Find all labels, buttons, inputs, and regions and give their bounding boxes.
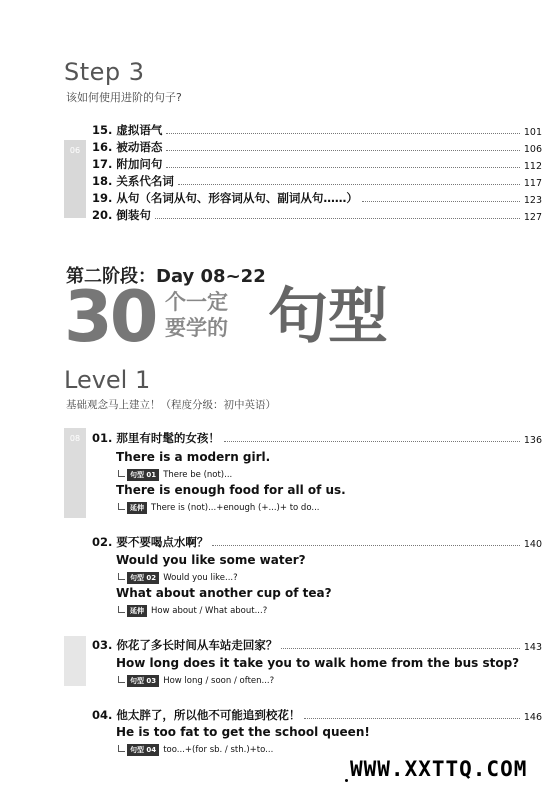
toc-page: 106 — [523, 144, 542, 155]
example-sentence: How long does it take you to walk home from the bus stop? — [116, 656, 520, 670]
toc-leader — [166, 167, 519, 168]
extension-badge: 延伸 — [127, 605, 147, 617]
big-number: 30 — [64, 276, 156, 358]
item-leader — [281, 648, 519, 649]
pattern-text: There be (not)... — [163, 470, 233, 480]
pattern-badge: 句型 02 — [127, 572, 159, 584]
toc-row[interactable] — [92, 205, 542, 223]
toc-label: 19. 从句（名词从句、形容词从句、副词从句……） — [92, 191, 358, 205]
pattern-line — [118, 572, 238, 584]
hook-icon — [118, 470, 125, 477]
item-page: 136 — [523, 435, 542, 446]
item-heading[interactable] — [92, 534, 542, 550]
example-sentence: There is enough food for all of us. — [116, 483, 346, 497]
pattern-line — [118, 502, 319, 514]
item-heading[interactable] — [92, 430, 542, 446]
pattern-line — [118, 605, 267, 617]
watermark: WWW.XXTTQ.COM — [350, 757, 528, 781]
pattern-text: too...+(for sb. / sth.)+to... — [163, 745, 274, 755]
hook-icon — [118, 745, 125, 752]
level-subtitle: 基础观念马上建立！（程度分级：初中英语） — [66, 399, 276, 411]
big-small-line1: 个一定 — [165, 290, 228, 314]
toc-page: 127 — [523, 212, 542, 223]
toc-page: 123 — [523, 195, 542, 206]
toc-leader — [166, 150, 519, 151]
example-sentence: Would you like some water? — [116, 553, 306, 567]
toc-row[interactable] — [92, 137, 542, 155]
toc-page: 117 — [523, 178, 542, 189]
item-page: 140 — [523, 539, 542, 550]
toc-row[interactable] — [92, 171, 542, 189]
toc-leader — [166, 133, 519, 134]
toc-page: 112 — [523, 161, 542, 172]
big-word: 句型 — [268, 282, 388, 352]
item-leader — [212, 545, 519, 546]
toc-leader — [155, 218, 520, 219]
step-subtitle: 该如何使用进阶的句子? — [66, 91, 182, 104]
pattern-text: How long / soon / often...? — [163, 676, 275, 686]
item-heading-text: 01. 那里有时髦的女孩！ — [92, 431, 220, 445]
chapter-tab — [64, 140, 86, 218]
item-heading[interactable] — [92, 637, 542, 653]
toc-label: 20. 倒装句 — [92, 208, 151, 222]
pattern-text: Would you like...? — [163, 573, 238, 583]
big-small-line2: 要学的 — [165, 316, 228, 340]
hook-icon — [118, 676, 125, 683]
item-leader — [304, 718, 519, 719]
pattern-text: How about / What about...? — [151, 606, 268, 616]
extension-badge: 延伸 — [127, 502, 147, 514]
item-heading-text: 04. 他太胖了，所以他不可能追到校花！ — [92, 708, 301, 722]
hook-icon — [118, 606, 125, 613]
item-leader — [224, 441, 520, 442]
hook-icon — [118, 573, 125, 580]
toc-leader — [178, 184, 520, 185]
level-title: Level 1 — [64, 366, 151, 394]
stage-title: 第二阶段：Day 08~22 — [66, 266, 266, 287]
toc-label: 16. 被动语态 — [92, 140, 163, 154]
toc-label: 15. 虚拟语气 — [92, 123, 163, 137]
toc-page: 101 — [523, 127, 542, 138]
pattern-badge: 句型 04 — [127, 744, 159, 756]
watermark-dot — [345, 779, 348, 782]
pattern-line — [118, 469, 232, 481]
pattern-line — [118, 744, 273, 756]
toc-row[interactable] — [92, 188, 542, 206]
item-tab — [64, 636, 86, 686]
pattern-badge: 句型 03 — [127, 675, 159, 687]
item-heading-text: 03. 你花了多长时间从车站走回家？ — [92, 638, 278, 652]
toc-label: 17. 附加问句 — [92, 157, 163, 171]
toc-leader — [362, 201, 520, 202]
pattern-badge: 句型 01 — [127, 469, 159, 481]
chapter-tab-number: 06 — [69, 146, 81, 155]
pattern-line — [118, 675, 274, 687]
toc-row[interactable] — [92, 154, 542, 172]
toc-label: 18. 关系代名词 — [92, 174, 174, 188]
item-heading[interactable] — [92, 707, 542, 723]
level-tab — [64, 428, 86, 518]
example-sentence: He is too fat to get the school queen! — [116, 725, 370, 739]
example-sentence: There is a modern girl. — [116, 450, 271, 464]
pattern-text: There is (not)...+enough (+...)+ to do... — [151, 503, 320, 513]
hook-icon — [118, 503, 125, 510]
step-title: Step 3 — [64, 58, 145, 86]
item-page: 146 — [523, 712, 542, 723]
item-page: 143 — [523, 642, 542, 653]
item-heading-text: 02. 要不要喝点水啊？ — [92, 535, 209, 549]
example-sentence: What about another cup of tea? — [116, 586, 332, 600]
level-tab-number: 08 — [69, 434, 81, 443]
toc-row[interactable] — [92, 120, 542, 138]
